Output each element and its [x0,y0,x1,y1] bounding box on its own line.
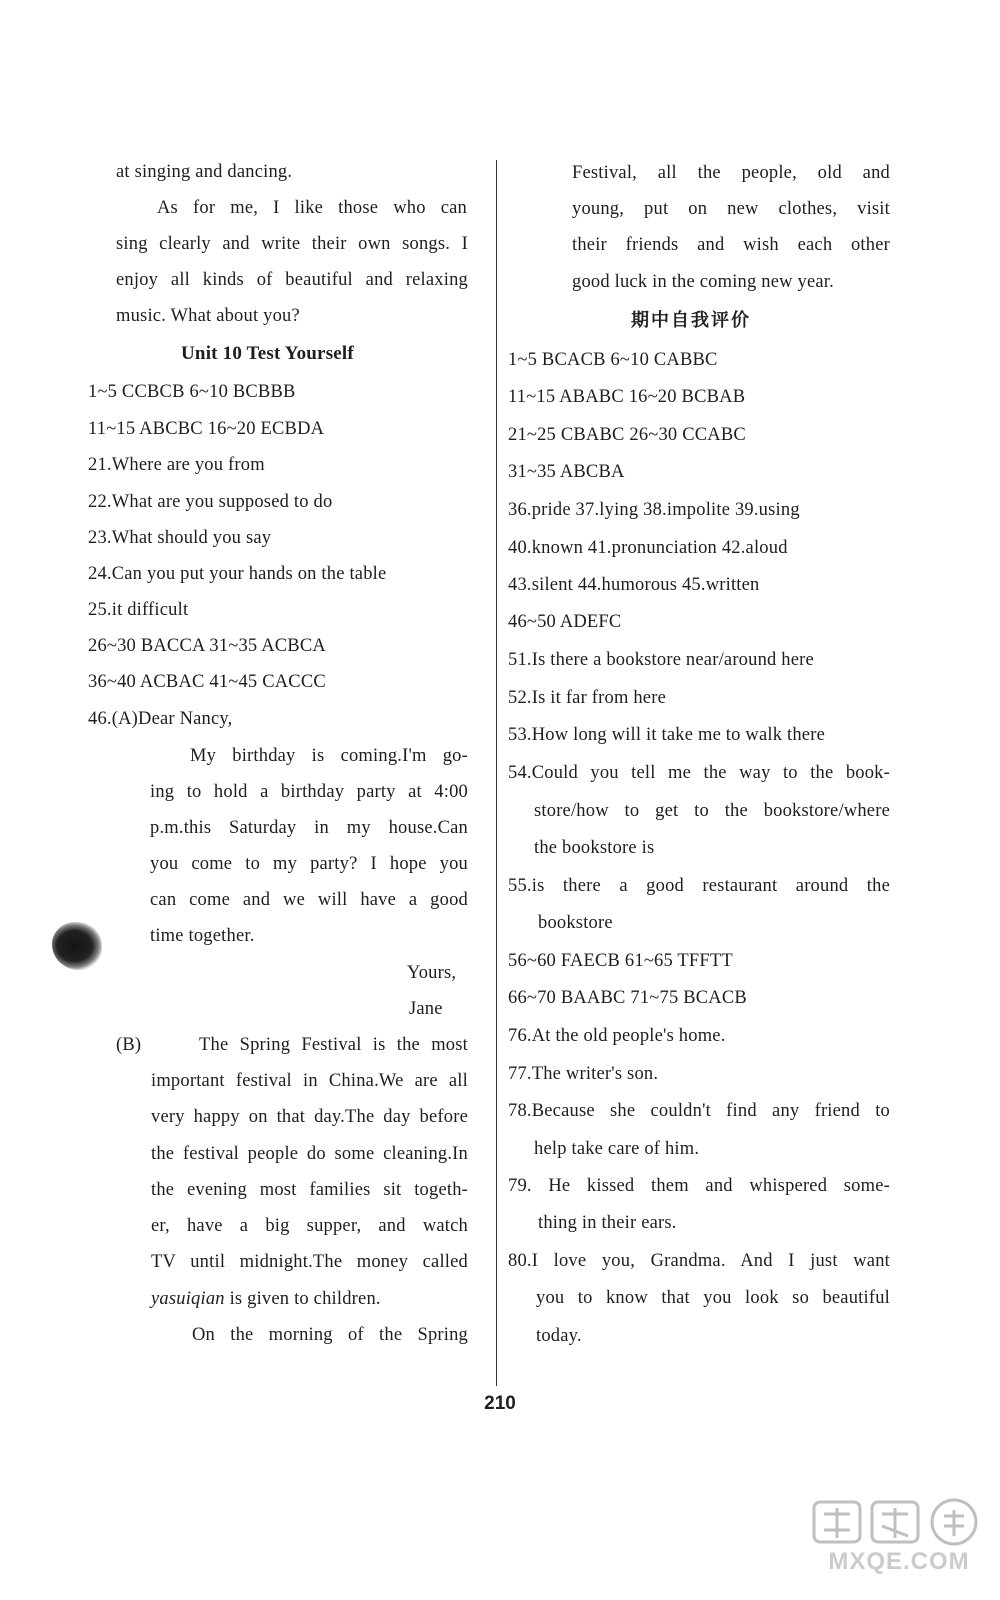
letter-line: you come to my party? I hope you [150,854,468,874]
answer-line: the bookstore is [534,838,655,858]
letter-signoff: Yours, [407,963,457,983]
paragraph-line: at singing and dancing. [116,162,293,182]
answer-line: thing in their ears. [538,1213,677,1233]
answer-line: 11~15 ABABC 16~20 BCBAB [508,387,746,407]
answer-line: 53.How long will it take me to walk there [508,725,825,745]
answer-line: 22.What are you supposed to do [88,492,333,512]
answer-line: 23.What should you say [88,528,272,548]
answer-line: 1~5 CCBCB 6~10 BCBBB [88,382,296,402]
answer-line: 79. He kissed them and whispered some- [508,1176,890,1196]
paragraph-line: enjoy all kinds of beautiful and relaxing [116,270,468,290]
paragraph-line: very happy on that day.The day before [151,1107,468,1127]
answer-line: 80.I love you, Grandma. And I just want [508,1251,890,1271]
answer-line: 36~40 ACBAC 41~45 CACCC [88,672,326,692]
watermark-url: MXQE.COM [828,1548,970,1575]
answer-line: you to know that you look so beautiful [536,1288,890,1308]
column-divider [496,160,497,1386]
paragraph-line: music. What about you? [116,306,300,326]
answer-line: 31~35 ABCBA [508,462,625,482]
answer-line: 25.it difficult [88,600,189,620]
section-heading: 期中自我评价 [631,310,751,331]
paragraph-line: the evening most families sit togeth- [151,1180,468,1200]
answer-line: store/how to get to the bookstore/where [534,801,890,821]
paragraph-line: er, have a big supper, and watch [151,1216,468,1236]
answer-line: 36.pride 37.lying 38.impolite 39.using [508,500,800,520]
paragraph-line: As for me, I like those who can [157,198,467,218]
answer-line: 26~30 BACCA 31~35 ACBCA [88,636,326,656]
answer-line: 11~15 ABCBC 16~20 ECBDA [88,419,325,439]
answer-line: help take care of him. [534,1139,700,1159]
answer-line: 46.(A)Dear Nancy, [88,709,233,729]
paragraph-line: their friends and wish each other [572,235,890,255]
paragraph-line: good luck in the coming new year. [572,272,834,292]
letter-signature: Jane [409,999,443,1019]
paragraph-line: young, put on new clothes, visit [572,199,890,219]
answer-line: 1~5 BCACB 6~10 CABBC [508,350,718,370]
part-b-label: (B) [116,1035,142,1055]
answer-line: 77.The writer's son. [508,1064,659,1084]
italic-term: yasuiqian [151,1289,225,1309]
paragraph-line: the festival people do some cleaning.In [151,1144,468,1164]
answer-line: 24.Can you put your hands on the table [88,564,387,584]
letter-line: ing to hold a birthday party at 4:00 [150,782,468,802]
answer-line: 52.Is it far from here [508,688,666,708]
answer-line: 43.silent 44.humorous 45.written [508,575,760,595]
ink-smudge [52,922,102,970]
answer-line: 40.known 41.pronunciation 42.aloud [508,538,788,558]
answer-line: 21~25 CBABC 26~30 CCABC [508,425,746,445]
paragraph-text: is given to children. [224,1289,381,1309]
paragraph-line: On the morning of the Spring [192,1325,468,1345]
paragraph-line: The Spring Festival is the most [199,1035,468,1055]
answer-line: 56~60 FAECB 61~65 TFFTT [508,951,733,971]
letter-line: My birthday is coming.I'm go- [190,746,468,766]
paragraph-line: TV until midnight.The money called [151,1252,468,1272]
letter-line: p.m.this Saturday in my house.Can [150,818,468,838]
answer-line: 78.Because she couldn't find any friend to [508,1101,890,1121]
page-number: 210 [484,1393,516,1414]
paragraph-line [151,1288,381,1310]
answer-line: 46~50 ADEFC [508,612,622,632]
answer-line: 54.Could you tell me the way to the book- [508,763,890,783]
paragraph-line: Festival, all the people, old and [572,163,890,183]
watermark-logo-icon [806,1492,992,1552]
answer-line: 76.At the old people's home. [508,1026,726,1046]
paragraph-line: important festival in China.We are all [151,1071,468,1091]
watermark-logo [806,1492,992,1592]
answer-line: 66~70 BAABC 71~75 BCACB [508,988,747,1008]
answer-line: bookstore [538,913,613,933]
unit-heading: Unit 10 Test Yourself [181,343,354,364]
letter-line: can come and we will have a good [150,890,468,910]
answer-line: 55.is there a good restaurant around the [508,876,890,896]
answer-line: 21.Where are you from [88,455,265,475]
letter-line: time together. [150,926,255,946]
answer-line: today. [536,1326,582,1346]
paragraph-line: sing clearly and write their own songs. I [116,234,468,254]
answer-line: 51.Is there a bookstore near/around here [508,650,814,670]
